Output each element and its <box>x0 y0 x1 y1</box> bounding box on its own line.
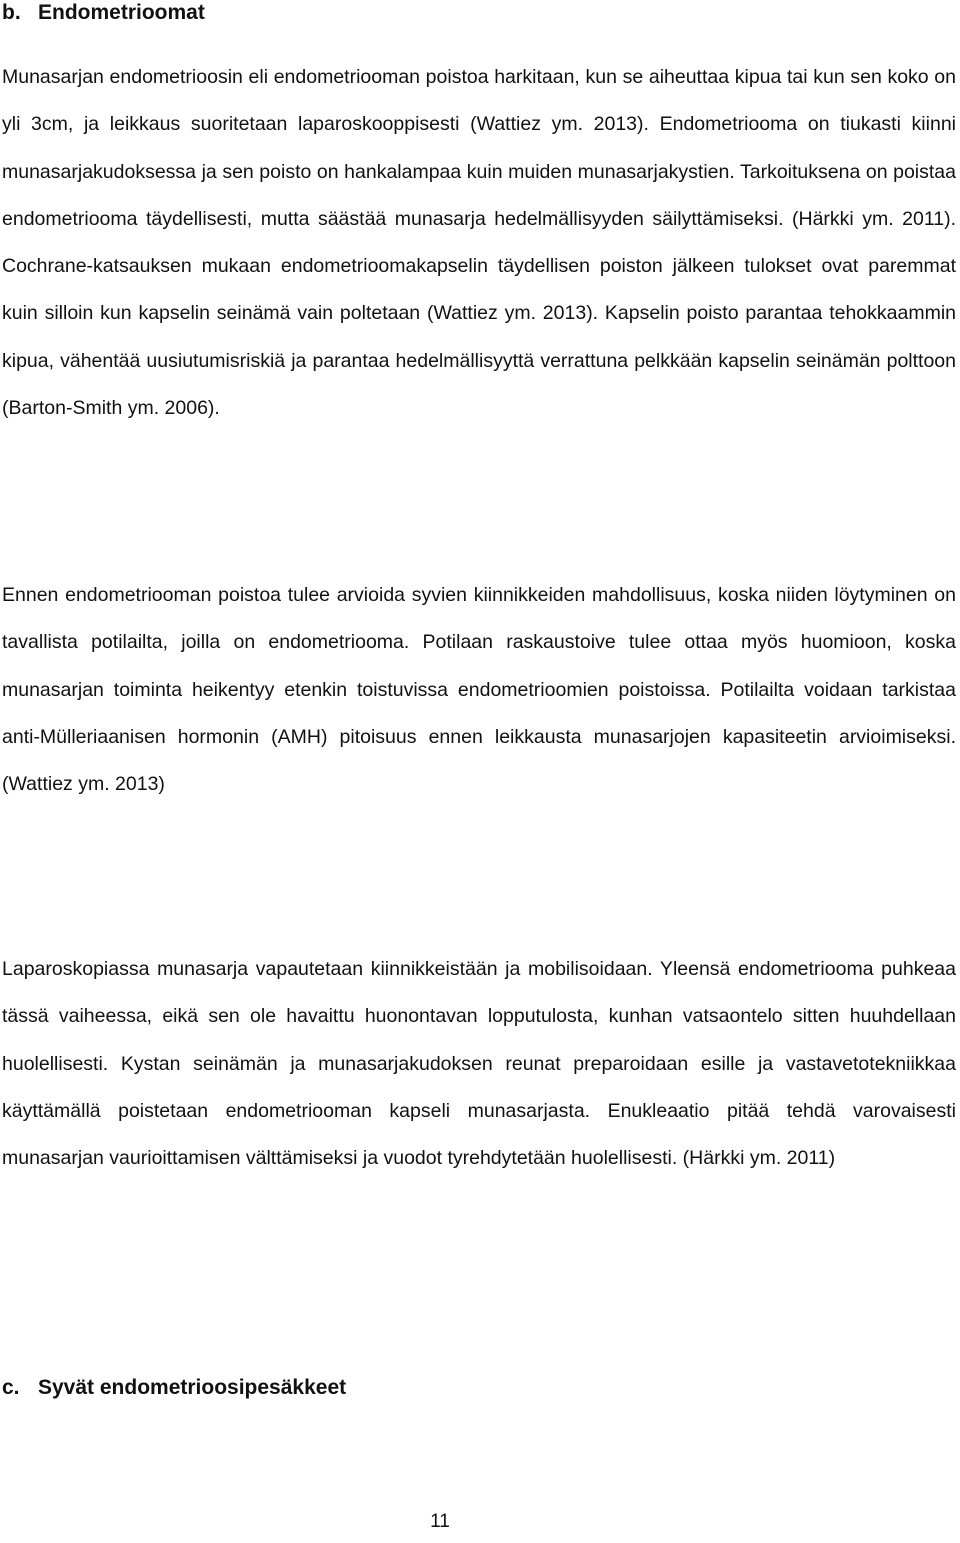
section-heading-b <box>2 0 205 26</box>
paragraph-1: Munasarjan endometrioosin eli endometriooman poistoa harkitaan, kun se aiheuttaa kipua tai kun sen koko on yli 3cm, ja leikkaus suoritetaan laparoskooppisesti (Wattiez ym. 2013). Endometriooma on tiukasti kiinni munasarjakudoksessa ja sen poisto on hankalampaa kuin muiden munasarjakystien. Tarkoituksena on poistaa endometriooma täydellisesti, mutta säästää munasarja hedelmällisyyden säilyttämiseksi. (Härkki ym. 2011). Cochrane-katsauksen mukaan endometrioomakapselin täydellisen poiston jälkeen tulokset ovat paremmat kuin silloin kun kapselin seinämä vain poltetaan (Wattiez ym. 2013). Kapselin poisto parantaa tehokkaammin kipua, vähentää uusiutumisriskiä ja parantaa hedelmällisyyttä verrattuna pelkkään kapselin seinämän polttoon (Barton-Smith ym. 2006). <box>2 66 956 420</box>
section-number: b. <box>2 1 21 24</box>
paragraph-2: Ennen endometriooman poistoa tulee arvioida syvien kiinnikkeiden mahdollisuus, koska niiden löytyminen on tavallista potilailta, joilla on endometriooma. Potilaan raskaustoive tulee ottaa myös huomioon, koska munasarjan toiminta heikentyy etenkin toistuvissa endometrioomien poistoissa. Potilailta voidaan tarkistaa anti-Mülleriaanisen hormonin (AMH) pitoisuus ennen leikkausta munasarjojen kapasiteetin arvioimiseksi. (Wattiez ym. 2013) <box>2 584 956 796</box>
page-number: 11 <box>430 1511 450 1532</box>
section-heading-c <box>2 1375 346 1401</box>
section-number: c. <box>2 1376 20 1399</box>
paragraph-3: Laparoskopiassa munasarja vapautetaan kiinnikkeistään ja mobilisoidaan. Yleensä endometriooma puhkeaa tässä vaiheessa, eikä sen ole havaittu huonontavan lopputulosta, kunhan vatsaontelo sitten huuhdellaan huolellisesti. Kystan seinämän ja munasarjakudoksen reunat preparoidaan esille ja vastavetotekniikkaa käyttämällä poistetaan endometriooman kapseli munasarjasta. Enukleaatio pitää tehdä varovaisesti munasarjan vaurioittamisen välttämiseksi ja vuodot tyrehdytetään huolellisesti. (Härkki ym. 2011) <box>2 958 956 1170</box>
section-title: Endometrioomat <box>38 1 205 24</box>
section-title: Syvät endometrioosipesäkkeet <box>38 1376 347 1399</box>
